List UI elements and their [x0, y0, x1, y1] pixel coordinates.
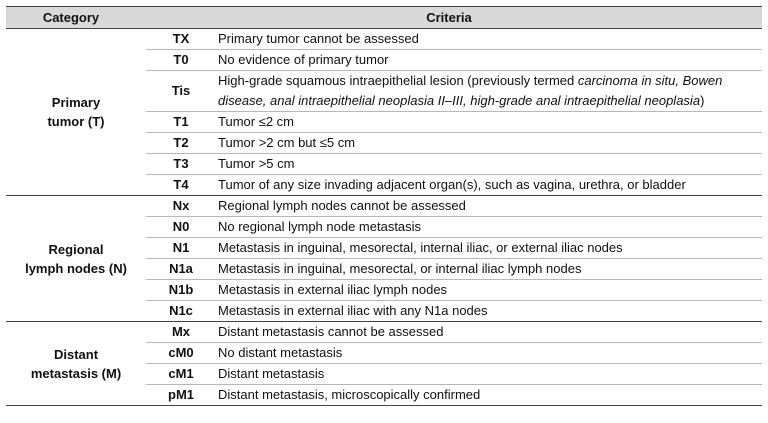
- row-code: TX: [172, 31, 190, 46]
- category-label-line: tumor (T): [47, 114, 105, 129]
- table-row: [146, 364, 762, 385]
- header-criteria: Criteria: [426, 10, 472, 25]
- table-row: [146, 50, 762, 71]
- row-criteria: Tumor >5 cm: [218, 156, 295, 171]
- row-code: cM0: [168, 345, 194, 360]
- table-row: [146, 280, 762, 301]
- row-code: N1: [172, 240, 190, 255]
- category-label-line: Primary: [51, 95, 101, 110]
- row-code: Nx: [172, 198, 190, 213]
- criteria-text: ): [700, 93, 705, 108]
- table-row: [146, 217, 762, 238]
- row-criteria: Regional lymph nodes cannot be assessed: [218, 198, 466, 213]
- row-code: T1: [173, 114, 189, 129]
- table-row: [146, 343, 762, 364]
- category-label-line: Regional: [48, 241, 104, 257]
- group-primary-tumor: [6, 29, 762, 196]
- row-criteria: Tumor ≤2 cm: [218, 114, 294, 129]
- table-row: [146, 301, 762, 321]
- staging-table: [6, 6, 762, 406]
- row-criteria: Metastasis in inguinal, mesorectal, or internal iliac lymph nodes: [218, 261, 582, 276]
- table-row: [146, 133, 762, 154]
- row-code: N0: [172, 219, 190, 234]
- table-row: [146, 154, 762, 175]
- row-code: T2: [173, 135, 189, 150]
- category-label-line: Distant: [53, 346, 99, 362]
- group-distant-metastasis: [6, 322, 762, 406]
- row-code: Mx: [171, 324, 191, 339]
- category-label-line: metastasis (M): [30, 365, 122, 381]
- row-criteria: Metastasis in inguinal, mesorectal, internal iliac, or external iliac nodes: [218, 240, 623, 255]
- category-label-line: lymph nodes (N): [25, 260, 127, 276]
- row-criteria: No regional lymph node metastasis: [218, 219, 422, 234]
- row-criteria: Tumor >2 cm but ≤5 cm: [218, 135, 356, 150]
- row-criteria: Distant metastasis, microscopically confirmed: [218, 387, 481, 402]
- row-code: N1c: [169, 303, 193, 318]
- row-criteria: Metastasis in external iliac with any N1a nodes: [218, 303, 488, 318]
- table-row: [146, 385, 762, 405]
- criteria-text: High-grade squamous intraepithelial lesion (previously termed: [218, 73, 578, 88]
- table-row: [146, 196, 762, 217]
- table-row: [146, 238, 762, 259]
- row-criteria: Tumor of any size invading adjacent organ(s), such as vagina, urethra, or bladder: [218, 177, 686, 192]
- row-code: Tis: [171, 83, 191, 98]
- group-regional-lymph-nodes: [6, 196, 762, 322]
- category-label: [6, 322, 146, 405]
- row-criteria: Distant metastasis: [218, 366, 325, 381]
- category-label: [6, 196, 146, 321]
- row-code: N1b: [168, 282, 194, 297]
- row-criteria: Distant metastasis cannot be assessed: [218, 324, 444, 339]
- row-criteria: Metastasis in external iliac lymph nodes: [218, 282, 448, 297]
- row-code: T4: [173, 177, 189, 192]
- row-code: N1a: [169, 261, 193, 276]
- table-row: [146, 259, 762, 280]
- table-row: [146, 29, 762, 50]
- header-category: Category: [42, 10, 100, 25]
- table-row: [146, 175, 762, 195]
- row-code: T0: [173, 52, 189, 67]
- row-criteria: Primary tumor cannot be assessed: [218, 31, 419, 46]
- criteria-italic-text: carcinoma in situ, Bowen disease, anal intraepithelial neoplasia II–III, high-grade anal intraepithelial neoplasia: [218, 73, 723, 108]
- table-header: [6, 6, 762, 29]
- row-criteria: [216, 71, 762, 111]
- category-label: [6, 29, 146, 195]
- table-row: [146, 71, 762, 112]
- row-criteria: No distant metastasis: [218, 345, 343, 360]
- row-code: cM1: [168, 366, 194, 381]
- row-code: pM1: [168, 387, 194, 402]
- table-row: [146, 112, 762, 133]
- row-criteria: No evidence of primary tumor: [218, 52, 389, 67]
- row-code: T3: [173, 156, 189, 171]
- table-row: [146, 322, 762, 343]
